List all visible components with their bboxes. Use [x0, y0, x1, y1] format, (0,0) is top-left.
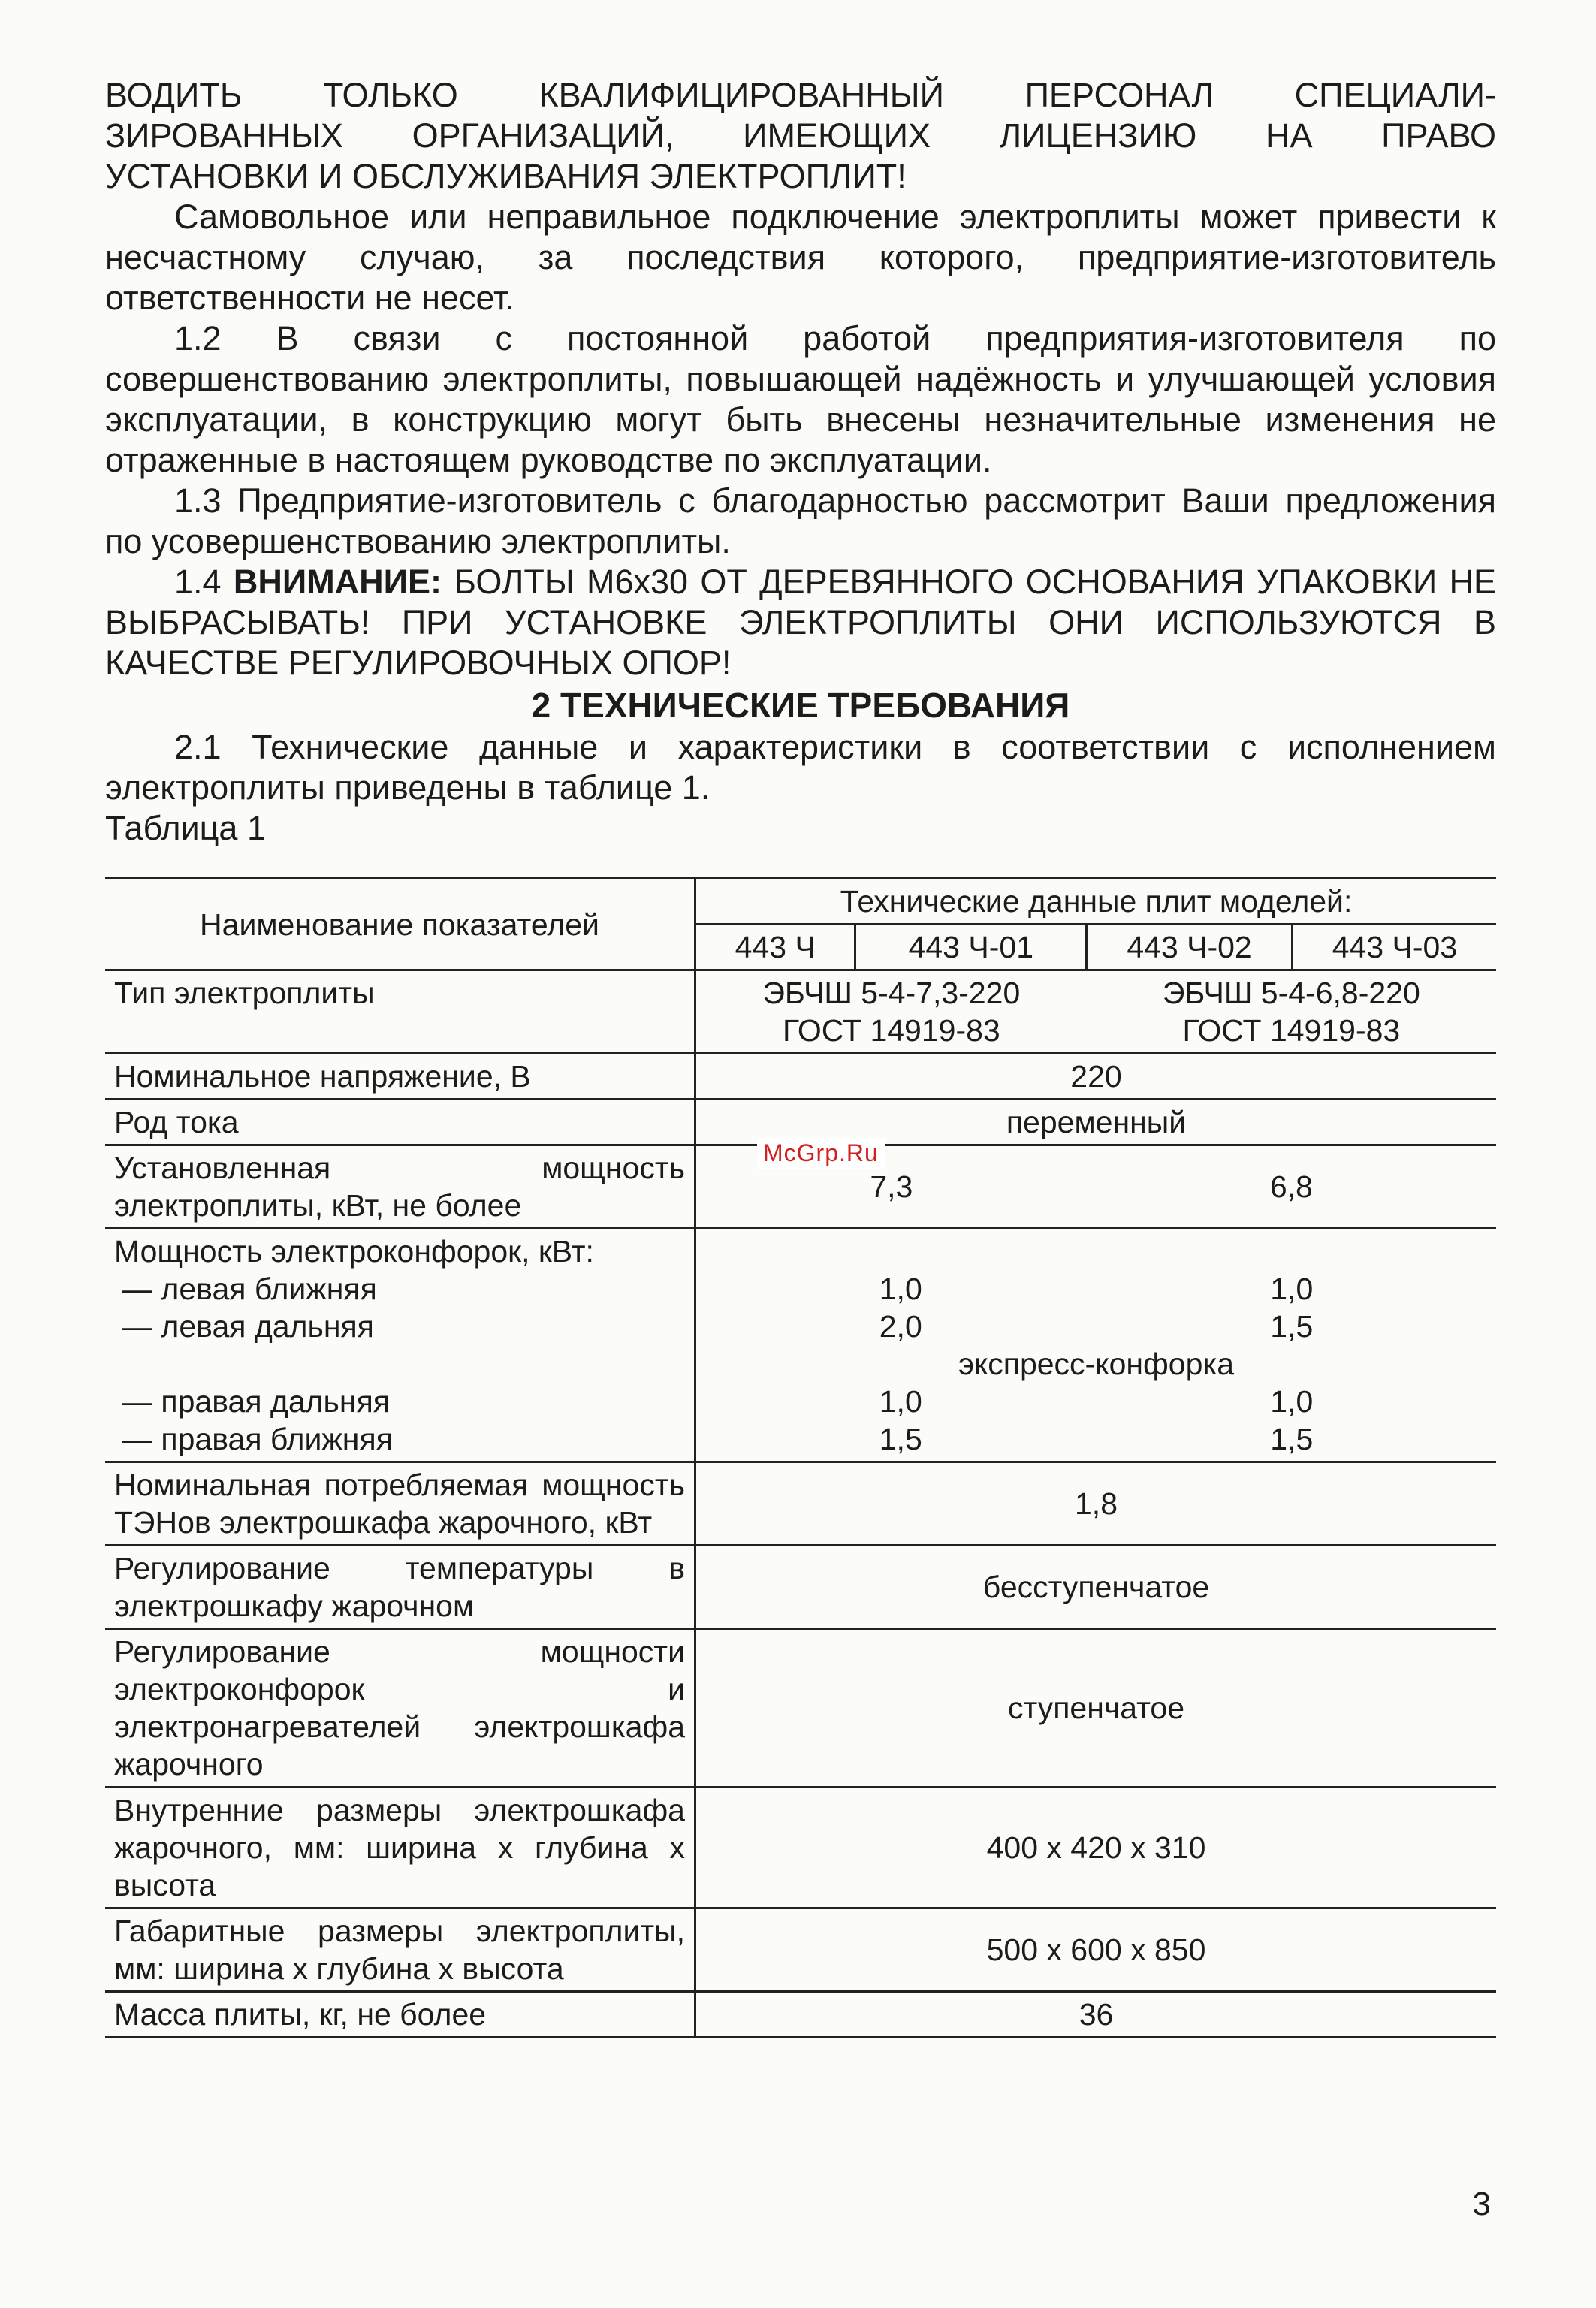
- type-b-cell: [1087, 970, 1496, 1054]
- burner-rn-label: — правая ближняя: [122, 1422, 393, 1456]
- type-b: ЭБЧШ 5-4-6,8-220: [1162, 976, 1420, 1010]
- model-443ch-03: 443 Ч-03: [1292, 925, 1496, 970]
- model-443ch-02: 443 Ч-02: [1087, 925, 1293, 970]
- power-reg-label: Регулирование мощности электроконфорок и электронагревателей электрошкафа жарочного: [105, 1629, 695, 1788]
- outer-dim-value: 500 х 600 х 850: [695, 1908, 1497, 1992]
- burner-ln-a: 1,0: [879, 1272, 922, 1306]
- oven-power-value: 1,8: [695, 1462, 1497, 1546]
- type-a-cell: [695, 970, 1087, 1054]
- table-row: [105, 1629, 1496, 1788]
- power-reg-value: ступенчатое: [695, 1629, 1497, 1788]
- type-a-gost: ГОСТ 14919-83: [782, 1013, 1000, 1048]
- burners-cell: [105, 1229, 695, 1462]
- warning-line-2: ЗИРОВАННЫХ ОРГАНИЗАЦИЙ, ИМЕЮЩИХ ЛИЦЕНЗИЮ НА ПРАВО: [105, 116, 1496, 155]
- warning-line-1: ВОДИТЬ ТОЛЬКО КВАЛИФИЦИРОВАННЫЙ ПЕРСОНАЛ СПЕЦИАЛИ-: [105, 76, 1496, 114]
- attention-label: ВНИМАНИЕ:: [233, 563, 442, 601]
- page-number: 3: [1472, 2186, 1491, 2222]
- burner-lf-label: — левая дальняя: [122, 1309, 374, 1344]
- burners-values: [695, 1229, 1497, 1462]
- burner-ln-label: — левая ближняя: [122, 1272, 377, 1306]
- model-443ch: 443 Ч: [695, 925, 855, 970]
- mass-value: 36: [695, 1992, 1497, 2038]
- current-value: переменный: [695, 1100, 1497, 1145]
- paragraph-1-3: 1.3 Предприятие-изготовитель с благодарностью рассмотрит Ваши предложения по усовершенствованию электроплиты.: [105, 481, 1496, 560]
- burner-lf-b: 1,5: [1270, 1309, 1314, 1344]
- burner-ln-values: [705, 1270, 1487, 1308]
- voltage-label: Номинальное напряжение, В: [105, 1054, 695, 1100]
- burner-rf-a: 1,0: [879, 1384, 922, 1419]
- document-body: [105, 75, 1496, 849]
- spacer: [705, 1232, 1487, 1270]
- warning-line-3: УСТАНОВКИ И ОБСЛУЖИВАНИЯ ЭЛЕКТРОПЛИТ!: [105, 157, 907, 195]
- paragraph-self-connection: Самовольное или неправильное подключение электроплиты может привести к несчастному случаю, за последствия которого, предприятие-изготовитель ответственности не несет.: [105, 198, 1496, 317]
- burner-rf-label: — правая дальняя: [122, 1384, 390, 1419]
- paragraph-2-1: 2.1 Технические данные и характеристики в соответствии с исполнением электроплиты приведены в таблице 1.: [105, 728, 1496, 807]
- paragraph-1-2: 1.2 В связи с постоянной работой предприятия-изготовителя по совершенствованию электроплиты, повышающей надёжность и улучшающей условия эксплуатации, в конструкцию могут быть внесены незначительные изменения не отраженные в настоящем руководстве по эксплуатации.: [105, 319, 1496, 479]
- table-header-row: [105, 879, 1496, 925]
- table-caption: Таблица 1: [105, 809, 266, 847]
- burner-lf-a: 2,0: [879, 1309, 922, 1344]
- table-row: [105, 1992, 1496, 2038]
- spacer: [114, 1345, 685, 1383]
- burner-rn-b: 1,5: [1270, 1422, 1314, 1456]
- burner-rf-b: 1,0: [1270, 1384, 1314, 1419]
- section-2-heading: 2 ТЕХНИЧЕСКИЕ ТРЕБОВАНИЯ: [531, 686, 1070, 725]
- paragraph-1-4-text: БОЛТЫ М6х30 ОТ ДЕРЕВЯННОГО ОСНОВАНИЯ УПАКОВКИ НЕ ВЫБРАСЫВАТЬ! ПРИ УСТАНОВКЕ ЭЛЕКТРОПЛИТЫ ОНИ ИСПОЛЬЗУЮТСЯ В КАЧЕСТВЕ РЕГУЛИРОВОЧНЫХ ОПОР!: [105, 563, 1496, 682]
- power-a: 7,3: [695, 1145, 1087, 1229]
- technical-data-table: [105, 877, 1496, 2038]
- table-row: [105, 1054, 1496, 1100]
- watermark-logo: McGrp.Ru: [757, 1138, 885, 1169]
- table-row: [105, 1788, 1496, 1908]
- outer-dim-label: Габаритные размеры электроплиты, мм: ширина х глубина х высота: [105, 1908, 695, 1992]
- power-label: Установленная мощность электроплиты, кВт, не более: [105, 1145, 695, 1229]
- type-label: Тип электроплиты: [105, 970, 695, 1054]
- paragraph-1-4-number: 1.4: [174, 563, 222, 601]
- type-a: ЭБЧШ 5-4-7,3-220: [762, 976, 1021, 1010]
- burner-lf-values: [705, 1308, 1487, 1345]
- table-row: [105, 970, 1496, 1054]
- inner-dim-value: 400 х 420 х 310: [695, 1788, 1497, 1908]
- oven-power-label: Номинальная потребляемая мощность ТЭНов электрошкафа жарочного, кВт: [105, 1462, 695, 1546]
- temp-reg-value: бесступенчатое: [695, 1546, 1497, 1629]
- burner-rn-a: 1,5: [879, 1422, 922, 1456]
- burner-rf-values: [705, 1383, 1487, 1420]
- header-name-cell: Наименование показателей: [105, 879, 695, 970]
- table-row: [105, 1229, 1496, 1462]
- header-data-cell: Технические данные плит моделей:: [695, 879, 1497, 925]
- table-row: [105, 1546, 1496, 1629]
- burner-rn-values: [705, 1420, 1487, 1458]
- mass-label: Масса плиты, кг, не более: [105, 1992, 695, 2038]
- model-443ch-01: 443 Ч-01: [855, 925, 1087, 970]
- type-b-gost: ГОСТ 14919-83: [1182, 1013, 1401, 1048]
- burner-ln-b: 1,0: [1270, 1272, 1314, 1306]
- table-row: [105, 1908, 1496, 1992]
- inner-dim-label: Внутренние размеры электрошкафа жарочного, мм: ширина х глубина х высота: [105, 1788, 695, 1908]
- table-row: [105, 1462, 1496, 1546]
- paragraph-1-4: [105, 562, 1496, 683]
- express-burner: экспресс-конфорка: [958, 1347, 1235, 1381]
- burners-label: Мощность электроконфорок, кВт:: [114, 1234, 594, 1269]
- voltage-value: 220: [695, 1054, 1497, 1100]
- temp-reg-label: Регулирование температуры в электрошкафу жарочном: [105, 1546, 695, 1629]
- current-label: Род тока: [105, 1100, 695, 1145]
- power-b: 6,8: [1087, 1145, 1496, 1229]
